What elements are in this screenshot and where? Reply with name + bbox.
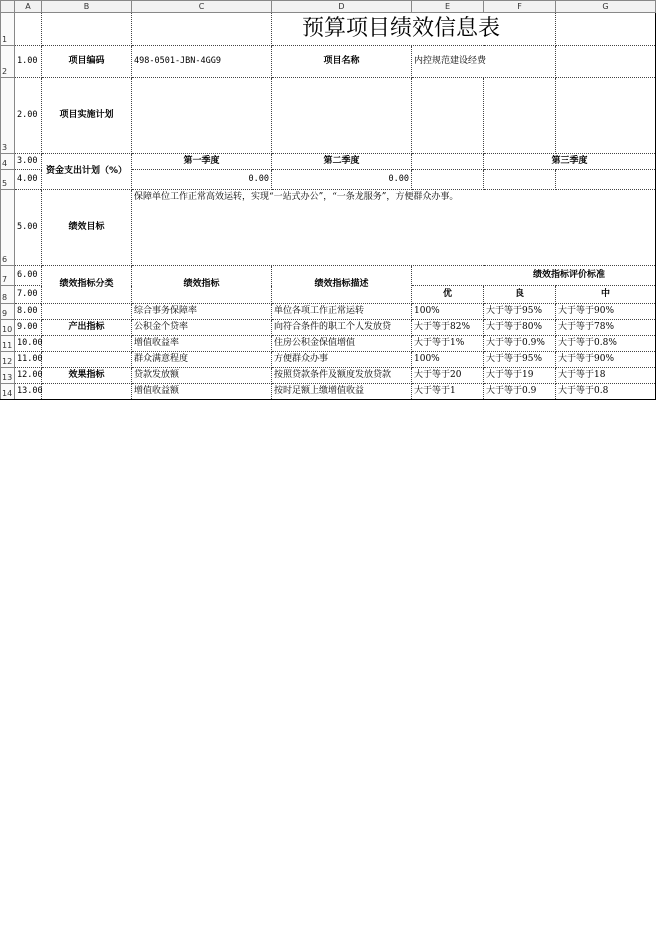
- quarter-1-value[interactable]: 0.00: [132, 170, 272, 190]
- row-7: [1, 266, 656, 286]
- indicator-name[interactable]: 增值收益额: [132, 384, 272, 400]
- row-number[interactable]: 2: [1, 46, 15, 78]
- cell-g2[interactable]: [556, 46, 656, 78]
- cell-d3[interactable]: [272, 78, 412, 154]
- quarter-3-header: 第三季度: [484, 154, 656, 170]
- row-number[interactable]: 9: [1, 304, 15, 320]
- row-number[interactable]: 14: [1, 384, 15, 400]
- grade-medium-value[interactable]: 大于等于90%: [556, 304, 656, 320]
- grade-good-header: 良: [484, 286, 556, 304]
- row-4: [1, 154, 656, 170]
- grade-good-value[interactable]: 大于等于19: [484, 368, 556, 384]
- cell-a4[interactable]: 3.00: [15, 154, 42, 170]
- indicator-name[interactable]: 综合事务保障率: [132, 304, 272, 320]
- indicator-description[interactable]: 单位各项工作正常运转: [272, 304, 412, 320]
- quarter-1-header: 第一季度: [132, 154, 272, 170]
- grade-medium-value[interactable]: 大于等于78%: [556, 320, 656, 336]
- cell-a8[interactable]: 7.00: [15, 286, 42, 304]
- corner-cell[interactable]: [1, 1, 15, 13]
- row-number[interactable]: 7: [1, 266, 15, 286]
- grade-medium-value[interactable]: 大于等于90%: [556, 352, 656, 368]
- cell-g3[interactable]: [556, 78, 656, 154]
- indicator-description-header: 绩效指标描述: [272, 266, 412, 304]
- cell-a3[interactable]: 2.00: [15, 78, 42, 154]
- row-number[interactable]: 12: [1, 352, 15, 368]
- indicator-category[interactable]: [42, 384, 132, 400]
- column-header-a[interactable]: A: [15, 1, 42, 13]
- grade-excellent-value[interactable]: 大于等于82%: [412, 320, 484, 336]
- project-name-label: 项目名称: [272, 46, 412, 78]
- indicator-description[interactable]: 方便群众办事: [272, 352, 412, 368]
- row-number[interactable]: 13: [1, 368, 15, 384]
- cell-a[interactable]: 12.00: [15, 368, 42, 384]
- row-number[interactable]: 6: [1, 190, 15, 266]
- indicator-description[interactable]: 向符合条件的职工个人发放贷: [272, 320, 412, 336]
- indicator-name[interactable]: 贷款发放额: [132, 368, 272, 384]
- cell-a[interactable]: 8.00: [15, 304, 42, 320]
- performance-table: [0, 0, 656, 400]
- indicator-header: 绩效指标: [132, 266, 272, 304]
- indicator-category[interactable]: [42, 304, 132, 320]
- project-name-value[interactable]: 内控规范建设经费: [412, 46, 556, 78]
- table-row: [1, 352, 656, 368]
- cell-e3[interactable]: [412, 78, 484, 154]
- cell-a2[interactable]: 1.00: [15, 46, 42, 78]
- row-1: [1, 13, 656, 46]
- project-code-value[interactable]: 498-0501-JBN-4GG9: [132, 46, 272, 78]
- column-header-c[interactable]: C: [132, 1, 272, 13]
- row-number[interactable]: 11: [1, 336, 15, 352]
- cell-f3[interactable]: [484, 78, 556, 154]
- grade-excellent-value[interactable]: 100%: [412, 304, 484, 320]
- grade-good-value[interactable]: 大于等于80%: [484, 320, 556, 336]
- grade-excellent-header: 优: [412, 286, 484, 304]
- grade-good-value[interactable]: 大于等于95%: [484, 352, 556, 368]
- cell-c3[interactable]: [132, 78, 272, 154]
- row-number[interactable]: 10: [1, 320, 15, 336]
- page-title: 预算项目绩效信息表: [272, 13, 556, 46]
- indicator-description[interactable]: 按照贷款条件及额度发放贷款: [272, 368, 412, 384]
- cell-a[interactable]: 13.00: [15, 384, 42, 400]
- implementation-plan-label: 项目实施计划: [42, 78, 132, 154]
- performance-goal-text[interactable]: 保障单位工作正常高效运转，实现“一站式办公”，“一条龙服务”，方便群众办事。: [132, 190, 656, 266]
- indicator-category-header: 绩效指标分类: [42, 266, 132, 304]
- table-row: [1, 304, 656, 320]
- grade-excellent-value[interactable]: 大于等于1: [412, 384, 484, 400]
- cell-g1[interactable]: [556, 13, 656, 46]
- grade-medium-value[interactable]: 大于等于0.8%: [556, 336, 656, 352]
- row-number[interactable]: 1: [1, 13, 15, 46]
- indicator-name[interactable]: 公积金个贷率: [132, 320, 272, 336]
- grade-excellent-value[interactable]: 100%: [412, 352, 484, 368]
- grade-excellent-value[interactable]: 大于等于20: [412, 368, 484, 384]
- row-2: [1, 46, 656, 78]
- column-header-row: [1, 1, 656, 13]
- cell-a1[interactable]: [15, 13, 42, 46]
- cell-c1[interactable]: [132, 13, 272, 46]
- cell-f5[interactable]: [484, 170, 556, 190]
- indicator-name[interactable]: 群众满意程度: [132, 352, 272, 368]
- cell-a5[interactable]: 4.00: [15, 170, 42, 190]
- cell-b1[interactable]: [42, 13, 132, 46]
- cell-a6[interactable]: 5.00: [15, 190, 42, 266]
- table-row: [1, 368, 656, 384]
- indicator-category[interactable]: 效果指标: [42, 368, 132, 384]
- row-6: [1, 190, 656, 266]
- cell-e4[interactable]: [412, 154, 484, 170]
- indicator-description[interactable]: 按时足额上缴增值收益: [272, 384, 412, 400]
- quarter-2-value[interactable]: 0.00: [272, 170, 412, 190]
- cell-g5[interactable]: [556, 170, 656, 190]
- cell-a[interactable]: 9.00: [15, 320, 42, 336]
- evaluation-standard-header: 绩效指标评价标准: [412, 266, 656, 286]
- grade-excellent-value[interactable]: 大于等于1%: [412, 336, 484, 352]
- cell-a[interactable]: 10.00: [15, 336, 42, 352]
- quarter-2-header: 第二季度: [272, 154, 412, 170]
- indicator-category[interactable]: [42, 336, 132, 352]
- row-number[interactable]: 4: [1, 154, 15, 170]
- column-header-g[interactable]: G: [556, 1, 656, 13]
- grade-medium-value[interactable]: 大于等于0.8: [556, 384, 656, 400]
- cell-a[interactable]: 11.00: [15, 352, 42, 368]
- table-row: [1, 336, 656, 352]
- spreadsheet: [0, 0, 655, 400]
- table-row: [1, 384, 656, 400]
- column-header-e[interactable]: E: [412, 1, 484, 13]
- column-header-b[interactable]: B: [42, 1, 132, 13]
- indicator-name[interactable]: 增值收益率: [132, 336, 272, 352]
- project-code-label: 项目编码: [42, 46, 132, 78]
- grade-medium-value[interactable]: 大于等于18: [556, 368, 656, 384]
- row-number[interactable]: 5: [1, 170, 15, 190]
- grade-medium-header: 中: [556, 286, 656, 304]
- indicator-category[interactable]: [42, 352, 132, 368]
- column-header-d[interactable]: D: [272, 1, 412, 13]
- cell-e5[interactable]: [412, 170, 484, 190]
- grade-good-value[interactable]: 大于等于95%: [484, 304, 556, 320]
- grade-good-value[interactable]: 大于等于0.9: [484, 384, 556, 400]
- indicator-category[interactable]: 产出指标: [42, 320, 132, 336]
- indicator-description[interactable]: 住房公积金保值增值: [272, 336, 412, 352]
- performance-goal-label: 绩效目标: [42, 190, 132, 266]
- row-number[interactable]: 8: [1, 286, 15, 304]
- row-number[interactable]: 3: [1, 78, 15, 154]
- funding-plan-label: 资金支出计划（%）: [42, 154, 132, 190]
- column-header-f[interactable]: F: [484, 1, 556, 13]
- row-3: [1, 78, 656, 154]
- cell-a7[interactable]: 6.00: [15, 266, 42, 286]
- table-row: [1, 320, 656, 336]
- grade-good-value[interactable]: 大于等于0.9%: [484, 336, 556, 352]
